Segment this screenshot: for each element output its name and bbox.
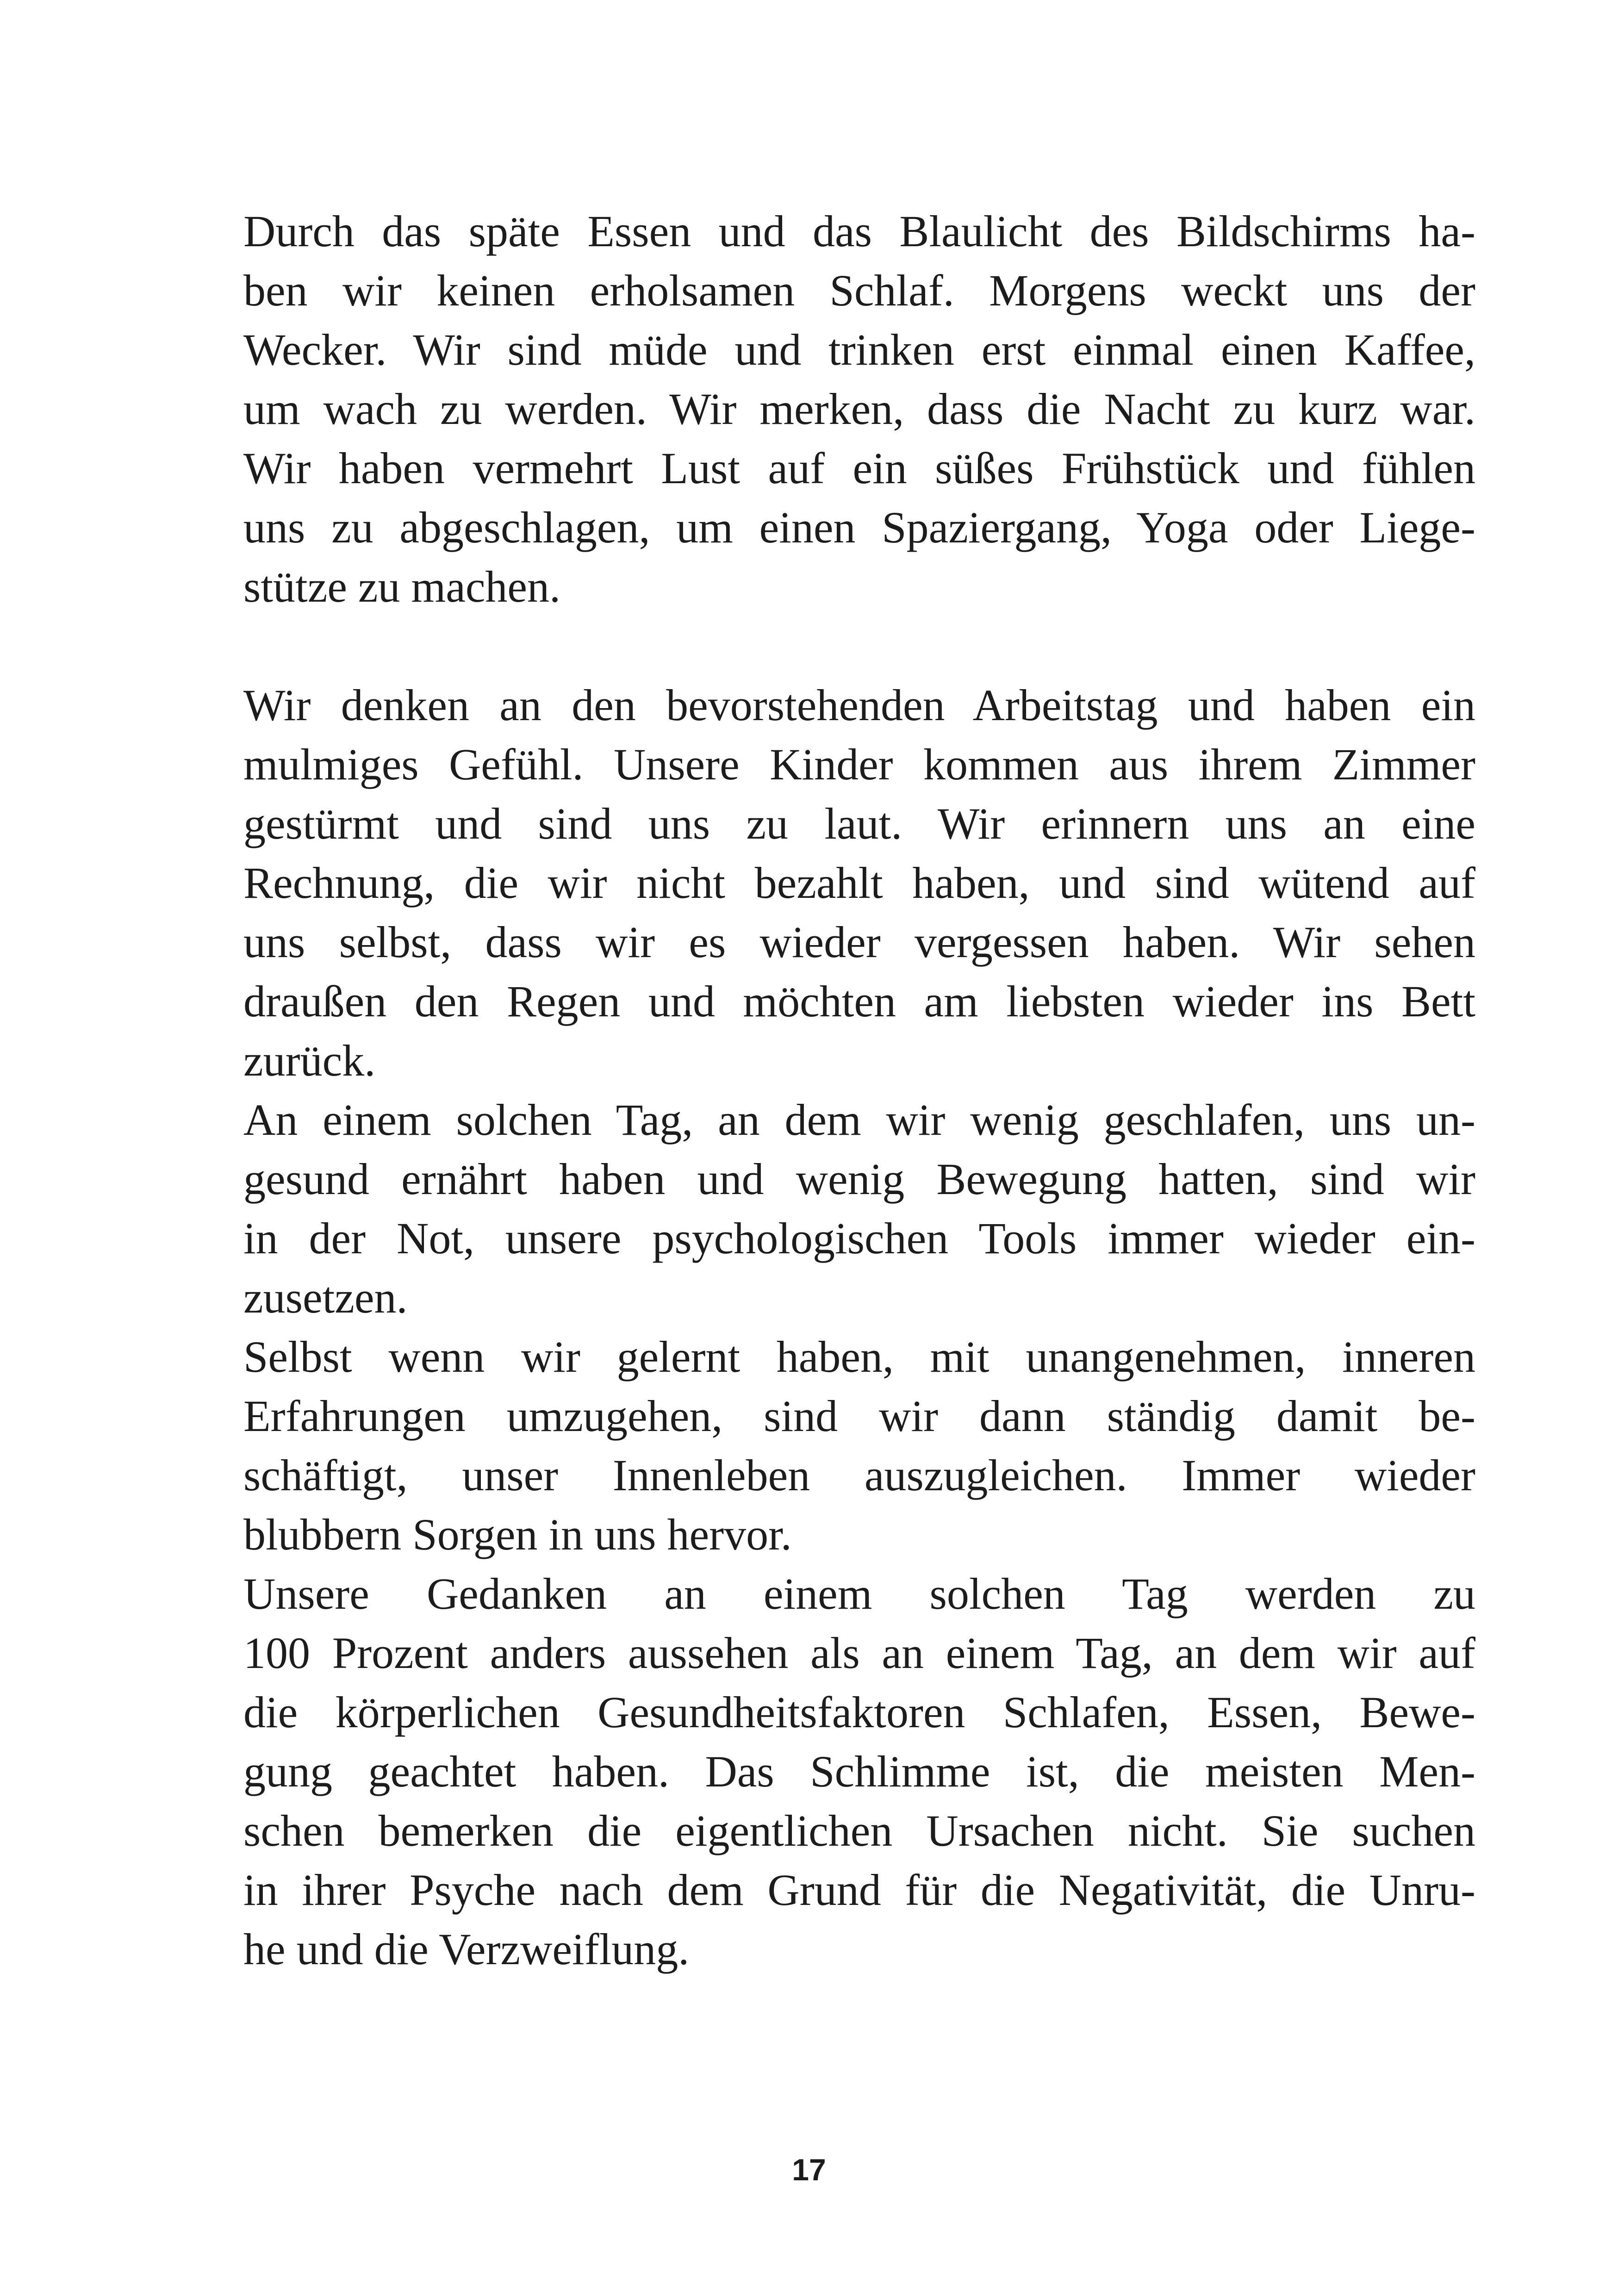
paragraph-4 — [243, 1327, 1475, 1564]
text-line: zusetzen. — [243, 1273, 408, 1322]
text-line: Durch das späte Essen und das Blaulicht des Bildschirms ha- — [243, 206, 1475, 256]
text-line: Erfahrungen umzugehen, sind wir dann ständig damit be- — [243, 1391, 1475, 1441]
text-line: he und die Verzweiflung. — [243, 1924, 690, 1974]
paragraph-5 — [243, 1564, 1475, 1979]
text-line: Unsere Gedanken an einem solchen Tag werden zu — [243, 1569, 1475, 1618]
text-line: Wir haben vermehrt Lust auf ein süßes Frühstück und fühlen — [243, 443, 1475, 493]
text-line: in ihrer Psyche nach dem Grund für die Negativität, die Unru- — [243, 1865, 1475, 1915]
text-line: uns zu abgeschlagen, um einen Spaziergang, Yoga oder Liege- — [243, 503, 1475, 552]
text-line: zurück. — [243, 1036, 376, 1085]
text-line: um wach zu werden. Wir merken, dass die Nacht zu kurz war. — [243, 384, 1475, 434]
paragraph-1 — [243, 202, 1475, 616]
page-number: 17 — [792, 2153, 826, 2187]
text-line: uns selbst, dass wir es wieder vergessen haben. Wir sehen — [243, 917, 1475, 967]
text-line: mulmiges Gefühl. Unsere Kinder kommen aus ihrem Zimmer — [243, 740, 1475, 789]
text-line: An einem solchen Tag, an dem wir wenig geschlafen, uns un- — [243, 1095, 1475, 1145]
text-line: stütze zu machen. — [243, 562, 561, 611]
text-line: 100 Prozent anders aussehen als an einem Tag, an dem wir auf — [243, 1628, 1475, 1678]
text-line: die körperlichen Gesundheitsfaktoren Schlafen, Essen, Bewe- — [243, 1687, 1475, 1737]
text-line: Rechnung, die wir nicht bezahlt haben, und sind wütend auf — [243, 858, 1475, 908]
text-line: in der Not, unsere psychologischen Tools immer wieder ein- — [243, 1213, 1475, 1263]
text-line: gung geachtet haben. Das Schlimme ist, die meisten Men- — [243, 1747, 1475, 1796]
text-line: Wir denken an den bevorstehenden Arbeitstag und haben ein — [243, 680, 1475, 730]
text-line: gesund ernährt haben und wenig Bewegung hatten, sind wir — [243, 1154, 1475, 1204]
paragraph-3 — [243, 1090, 1475, 1327]
text-line: Selbst wenn wir gelernt haben, mit unangenehmen, inneren — [243, 1332, 1475, 1381]
text-line: ben wir keinen erholsamen Schlaf. Morgens weckt uns der — [243, 266, 1475, 315]
text-line: schen bemerken die eigentlichen Ursachen nicht. Sie suchen — [243, 1806, 1475, 1855]
text-line: draußen den Regen und möchten am liebsten wieder ins Bett — [243, 977, 1475, 1026]
text-line: gestürmt und sind uns zu laut. Wir erinnern uns an eine — [243, 799, 1475, 848]
text-line: Wecker. Wir sind müde und trinken erst einmal einen Kaffee, — [243, 325, 1475, 374]
text-line: blubbern Sorgen in uns hervor. — [243, 1510, 792, 1559]
paragraph-2 — [243, 676, 1475, 1090]
text-line: schäftigt, unser Innenleben auszugleichen. Immer wieder — [243, 1450, 1475, 1500]
